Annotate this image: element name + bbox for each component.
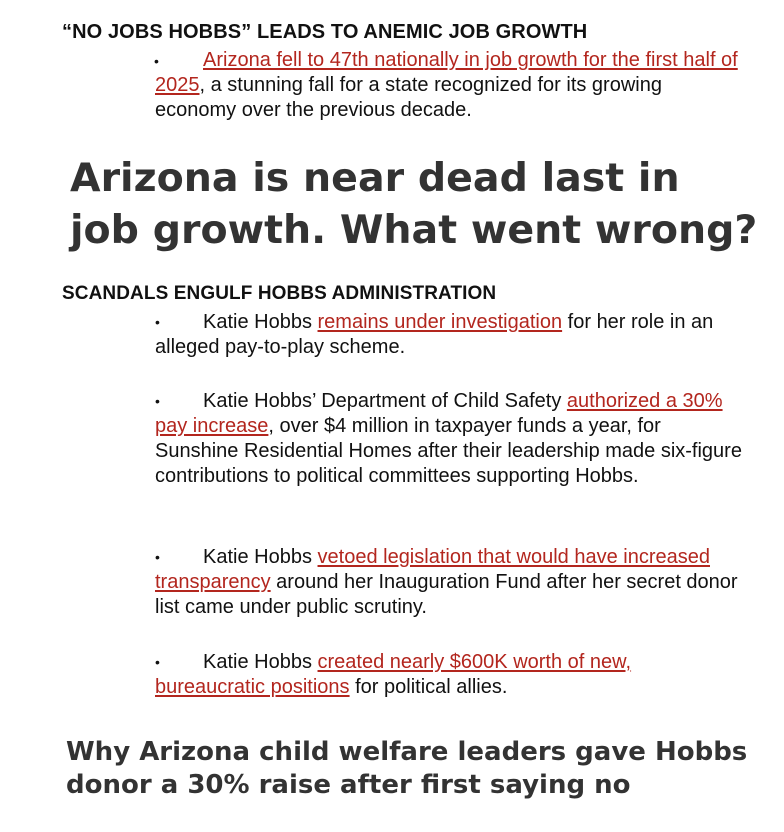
- bullet-dot: •: [155, 314, 160, 330]
- bullet-text: , a stunning fall for a state recognized for its growing economy over the previous decade.: [155, 74, 662, 121]
- bullet-dot: •: [155, 654, 160, 670]
- bullet-dot: •: [155, 393, 160, 409]
- bureaucratic-positions-link[interactable]: created nearly $600K worth of new, bureaucratic positions: [155, 651, 632, 698]
- list-item: [155, 650, 755, 700]
- vetoed-legislation-link[interactable]: vetoed legislation that would have increased transparency: [155, 546, 710, 593]
- article-headline-2: Why Arizona child welfare leaders gave Hobbs donor a 30% raise after first saying no: [66, 737, 748, 800]
- bullet-dot: •: [155, 549, 160, 565]
- bullet-text: Katie Hobbs: [203, 546, 318, 568]
- article-headline: Arizona is near dead last in job growth. What went wrong?: [70, 155, 758, 253]
- bullet-text: , over $4 million in taxpayer funds a year, for Sunshine Residential Homes after their leadership made six-figure contributions to political committees supporting Hobbs.: [155, 415, 742, 487]
- investigation-link[interactable]: remains under investigation: [317, 311, 563, 333]
- list-item: [155, 310, 755, 360]
- section-heading-scandals: SCANDALS ENGULF HOBBS ADMINISTRATION: [62, 283, 497, 304]
- bullet-text: around her Inauguration Fund after her secret donor list came under public scrutiny.: [155, 571, 738, 618]
- bullet-text: Katie Hobbs’ Department of Child Safety: [203, 390, 567, 412]
- bullet-text: for her role in an alleged pay-to-play scheme.: [155, 311, 714, 358]
- list-item: [155, 545, 755, 620]
- bullet-dot: •: [154, 53, 159, 69]
- list-item: [155, 48, 755, 124]
- bullet-text: Katie Hobbs: [203, 651, 318, 673]
- section-heading-jobs: “NO JOBS HOBBS” LEADS TO ANEMIC JOB GROWTH: [62, 21, 588, 43]
- job-growth-link[interactable]: Arizona fell to 47th nationally in job growth for the first half of 2025: [155, 49, 738, 96]
- bullet-text: Katie Hobbs: [203, 311, 318, 333]
- list-item: [155, 389, 755, 489]
- bullet-text: for political allies.: [349, 676, 508, 698]
- pay-increase-link[interactable]: authorized a 30% pay increase: [155, 390, 723, 437]
